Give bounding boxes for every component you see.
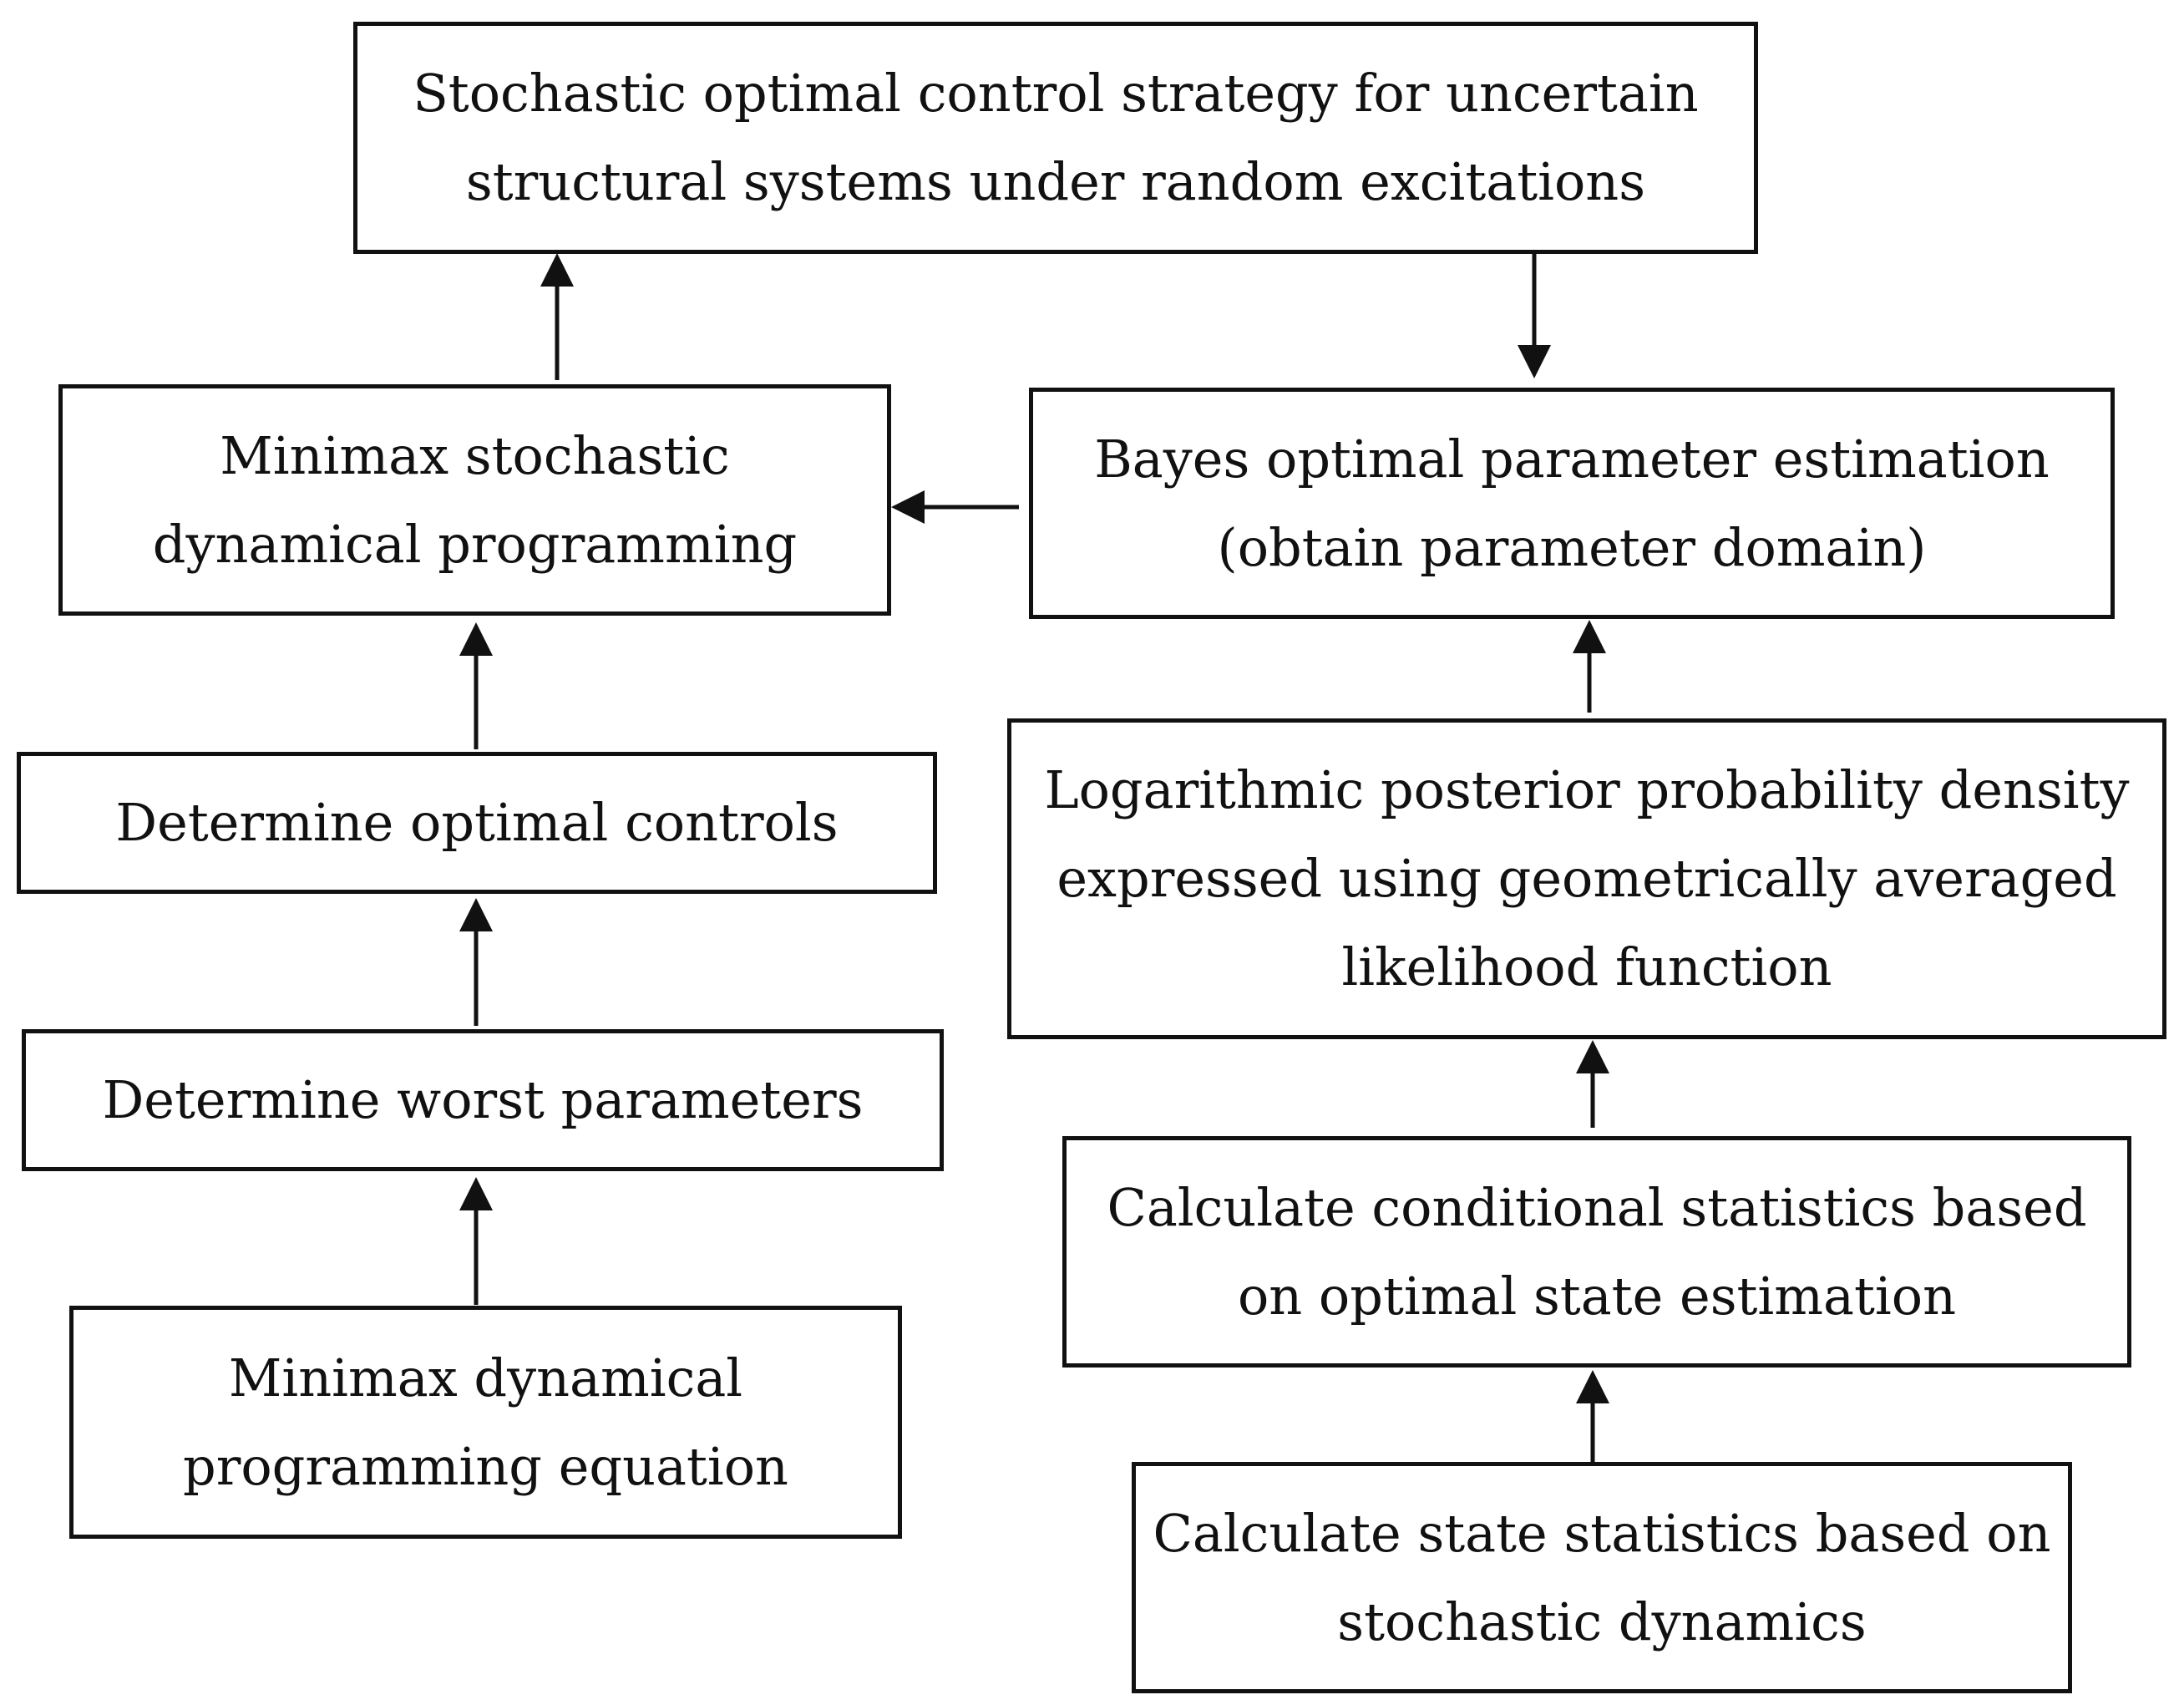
box-text-line: Logarithmic posterior probability density: [1044, 759, 2130, 820]
box-text-line: structural systems under random excitations: [465, 151, 1646, 212]
box-text-line: Calculate state statistics based on: [1153, 1502, 2051, 1564]
box-text-line: Stochastic optimal control strategy for uncertain: [413, 63, 1699, 124]
box-conditional-statistics: [1062, 1136, 2131, 1368]
box-worst-parameters: [22, 1029, 944, 1171]
box-bayes-estimation: [1029, 388, 2115, 619]
box-log-posterior: [1007, 718, 2166, 1039]
box-minimax-dp-equation: [69, 1306, 902, 1539]
box-text-line: dynamical programming: [152, 513, 798, 575]
box-optimal-controls: [17, 752, 937, 894]
box-text-line: Bayes optimal parameter estimation: [1094, 428, 2050, 490]
box-text-line: on optimal state estimation: [1237, 1265, 1957, 1327]
box-text-line: Minimax stochastic: [220, 424, 730, 486]
box-text-line: Determine worst parameters: [102, 1069, 864, 1130]
box-text-line: Minimax dynamical: [228, 1347, 743, 1408]
box-control-strategy: [353, 22, 1758, 254]
box-text-line: likelihood function: [1341, 936, 1832, 997]
box-text-line: expressed using geometrically averaged: [1057, 848, 2117, 909]
box-text-line: Determine optimal controls: [115, 792, 839, 853]
box-text-line: Calculate conditional statistics based: [1107, 1176, 2087, 1238]
box-text-line: programming equation: [183, 1435, 788, 1497]
box-state-statistics: [1132, 1462, 2072, 1693]
box-text-line: (obtain parameter domain): [1217, 516, 1927, 578]
box-text-line: stochastic dynamics: [1337, 1591, 1867, 1652]
box-minimax-stochastic-dp: [58, 384, 891, 616]
